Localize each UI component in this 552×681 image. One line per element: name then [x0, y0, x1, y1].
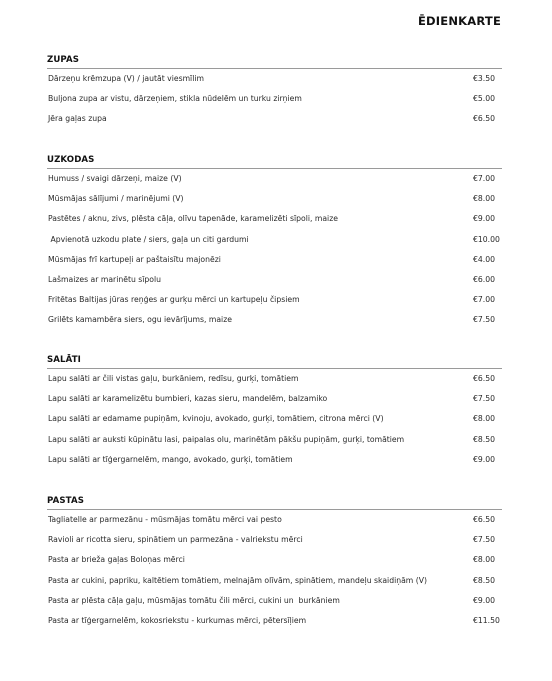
item-price: €6.00: [473, 274, 496, 284]
item-price: €9.00: [473, 595, 496, 605]
item-price: €7.00: [473, 174, 496, 183]
item-name: Humuss / svaigi dārzeņi, maize (V): [48, 174, 182, 183]
menu-item: [47, 169, 502, 189]
menu-title: ĒDIENKARTE: [418, 14, 502, 28]
item-name: Apvienotā uzkodu plate / siers, gaļa un citi gardumi: [48, 234, 249, 244]
menu-item: [47, 530, 502, 550]
menu-item: [47, 290, 502, 310]
item-name: Lapu salāti ar čili vistas gaļu, burkāniem, redīsu, gurķi, tomātiem: [48, 374, 299, 383]
menu-items: [47, 69, 502, 130]
item-price: €7.50: [473, 315, 496, 325]
item-price: €6.50: [473, 515, 496, 524]
item-name: Pastētes / aknu, zivs, plēsta cāļa, olīvu tapenāde, karamelizēti sīpoli, maize: [48, 214, 338, 224]
item-price: €8.00: [473, 414, 496, 424]
menu-item: [47, 611, 502, 631]
item-name: Jēra gaļas zupa: [48, 114, 107, 124]
item-price: €8.00: [473, 194, 496, 204]
menu-item: [47, 430, 502, 450]
item-price: €6.50: [473, 114, 496, 124]
item-name: Grilēts kamambēra siers, ogu ievārījums, maize: [48, 315, 232, 325]
item-price: €9.00: [473, 214, 496, 224]
section-title: SALĀTI: [47, 355, 81, 365]
menu-item: [47, 369, 502, 389]
item-price: €8.50: [473, 575, 496, 585]
item-price: €7.00: [473, 295, 496, 305]
menu-item: [47, 550, 502, 570]
item-name: Pasta ar tīģergarnelēm, kokosriekstu - kurkumas mērci, pētersīļiem: [48, 615, 307, 625]
menu-item: [47, 310, 502, 330]
item-price: €7.50: [473, 535, 496, 545]
menu-item: [47, 250, 502, 270]
item-price: €4.00: [473, 254, 496, 264]
menu-item: [47, 270, 502, 290]
menu-item: [47, 389, 502, 409]
item-price: €10.00: [473, 234, 500, 244]
item-name: Lašmaizes ar marinētu sīpolu: [48, 274, 162, 284]
section-salati: [47, 353, 502, 470]
menu-item: [47, 69, 502, 89]
item-name: Ravioli ar ricotta sieru, spinātiem un parmezāna - valriekstu mērci: [48, 535, 303, 545]
item-name: Tagliatelle ar parmezānu - mūsmājas tomātu mērci vai pesto: [48, 515, 282, 524]
item-name: Lapu salāti ar karamelizētu bumbieri, kazas sieru, mandelēm, balzamiko: [48, 394, 328, 404]
menu-item: [47, 230, 502, 250]
menu-item: [47, 89, 502, 109]
menu-item: [47, 209, 502, 229]
item-name: Mūsmājas sālījumi / marinējumi (V): [48, 194, 184, 204]
menu-item: [47, 510, 502, 530]
item-name: Mūsmājas frī kartupeļi ar paštaisītu majonēzi: [48, 254, 221, 264]
item-name: Buljona zupa ar vistu, dārzeņiem, stikla nūdelēm un turku zirņiem: [48, 94, 302, 104]
item-name: Lapu salāti ar auksti kūpinātu lasi, paipalas olu, marinētām pākšu pupiņām, gurķi, tomātiem: [48, 434, 405, 444]
menu-items: [47, 169, 502, 331]
item-name: Lapu salāti ar edamame pupiņām, kvinoju, avokado, gurķi, tomātiem, citrona mērci (V): [48, 414, 384, 424]
item-name: Pasta ar cukini, papriku, kaltētiem tomātiem, melnajām olīvām, spinātiem, mandeļu skaidiņām (V): [48, 575, 427, 585]
section-title: ZUPAS: [47, 55, 80, 65]
item-name: Lapu salāti ar tīģergarnelēm, mango, avokado, gurķi, tomātiem: [48, 454, 293, 464]
item-name: Pasta ar plēsta cāļa gaļu, mūsmājas tomātu čili mērci, cukini un burkāniem: [48, 595, 340, 605]
section-zupas: [47, 53, 502, 130]
menu-item: [47, 591, 502, 611]
menu-item: [47, 450, 502, 470]
item-price: €11.50: [473, 615, 500, 625]
item-price: €8.50: [473, 434, 496, 444]
menu-items: [47, 369, 502, 470]
section-uzkodas: [47, 153, 502, 331]
menu-item: [47, 571, 502, 591]
item-price: €9.00: [473, 454, 496, 464]
item-price: €3.50: [473, 74, 496, 83]
menu-item: [47, 409, 502, 429]
section-pastas: [47, 494, 502, 631]
item-name: Fritētas Baltijas jūras reņģes ar gurķu mērci un kartupeļu čipsiem: [48, 295, 300, 305]
section-title: PASTAS: [47, 496, 84, 506]
item-name: Pasta ar brieža gaļas Boloņas mērci: [48, 555, 185, 565]
item-price: €7.50: [473, 394, 496, 404]
menu-item: [47, 109, 502, 129]
item-price: €8.00: [473, 555, 496, 565]
menu-item: [47, 189, 502, 209]
item-price: €6.50: [473, 374, 496, 383]
item-price: €5.00: [473, 94, 496, 104]
section-title: UZKODAS: [47, 155, 95, 165]
item-name: Dārzeņu krēmzupa (V) / jautāt viesmīlim: [48, 74, 204, 83]
menu-items: [47, 510, 502, 631]
